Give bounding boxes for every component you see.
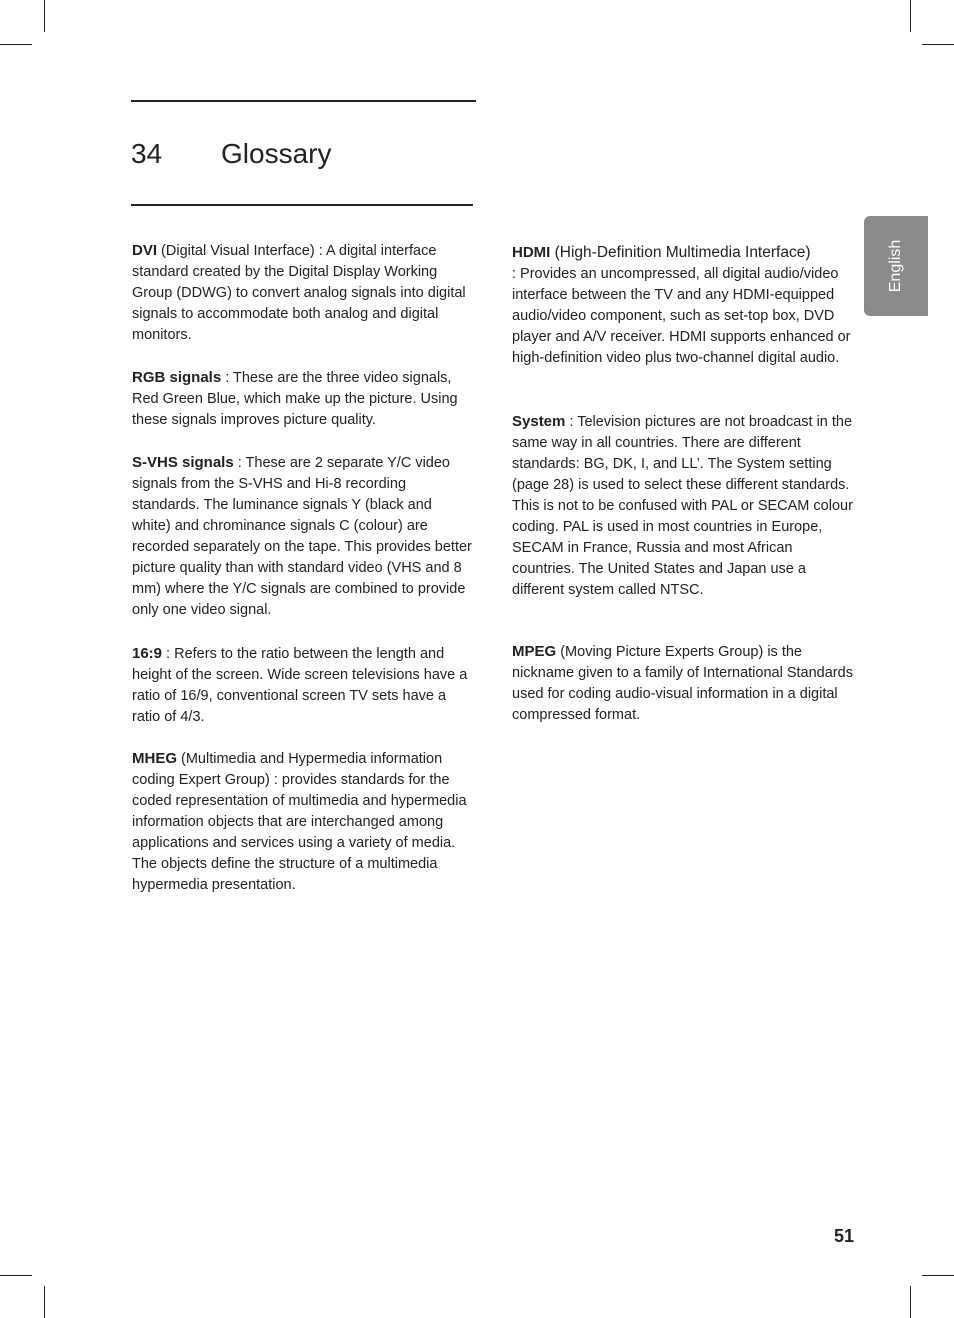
glossary-definition: : Provides an uncompressed, all digital audio/video interface between the TV and any HDMI-equipped audio/video component, such as set-top box, DVD player and A/V receiver. HDMI supports enhanced or high-definition video plus two-channel digital audio. <box>512 266 851 366</box>
header-rule-bottom <box>131 204 473 206</box>
glossary-term: HDMI <box>512 244 551 261</box>
chapter-heading <box>131 138 331 170</box>
chapter-title: Glossary <box>221 138 332 169</box>
glossary-column-right <box>512 242 854 726</box>
header-rule-top <box>131 100 476 102</box>
glossary-column-left <box>132 240 474 896</box>
glossary-entry-16-9 <box>132 643 474 728</box>
crop-mark <box>44 0 45 32</box>
glossary-definition: : These are 2 separate Y/C video signals from the S-VHS and Hi-8 recording standards. The luminance signals Y (black and white) and chrominance signals C (colour) are recorded separately on the tape. This provides better picture quality than with standard video (VHS and 8 mm) where the Y/C signals are combined to provide only one video signal. <box>132 455 472 618</box>
glossary-term: RGB signals <box>132 369 222 386</box>
crop-mark <box>44 1286 45 1318</box>
crop-mark <box>910 1286 911 1318</box>
glossary-entry-mheg <box>132 748 474 896</box>
chapter-number: 34 <box>131 138 163 169</box>
language-tab-label: English <box>887 239 904 293</box>
glossary-subtitle: (High-Definition Multimedia Interface) <box>550 244 811 261</box>
glossary-definition: (Digital Visual Interface) : A digital interface standard created by the Digital Display Working Group (DDWG) to convert analog signals into digital signals to accommodate both analog and digital monitors. <box>132 243 466 343</box>
crop-mark <box>0 44 32 45</box>
glossary-definition: : These are the three video signals, Red Green Blue, which make up the picture. Using these signals improves picture quality. <box>132 370 458 428</box>
glossary-term: MPEG <box>512 643 557 660</box>
crop-mark <box>922 1275 954 1276</box>
glossary-entry-rgb <box>132 367 474 431</box>
crop-mark <box>0 1275 32 1276</box>
glossary-entry-system <box>512 411 854 601</box>
crop-mark <box>922 44 954 45</box>
glossary-definition: : Television pictures are not broadcast in the same way in all countries. There are different standards: BG, DK, I, and LL’. The System setting (page 28) is used to select these different standards. This is not to be confused with PAL or SECAM colour coding. PAL is used in most countries in Europe, SECAM in France, Russia and most African countries. The United States and Japan use a different system called NTSC. <box>512 414 853 598</box>
glossary-entry-mpeg <box>512 641 854 726</box>
glossary-definition: (Moving Picture Experts Group) is the nickname given to a family of International Standards used for coding audio-visual information in a digital compressed format. <box>512 644 853 723</box>
glossary-term: MHEG <box>132 750 177 767</box>
glossary-term: 16:9 <box>132 645 163 662</box>
glossary-term: S-VHS signals <box>132 454 234 471</box>
glossary-definition: (Multimedia and Hypermedia information coding Expert Group) : provides standards for the coded representation of multimedia and hypermedia information objects that are interchanged among applications and services using a variety of media. The objects define the structure of a multimedia hypermedia presentation. <box>132 751 467 893</box>
glossary-entry-hdmi <box>512 242 854 369</box>
glossary-term: System <box>512 413 566 430</box>
glossary-entry-svhs <box>132 452 474 621</box>
glossary-entry-dvi <box>132 240 474 346</box>
page-number: 51 <box>833 1226 854 1246</box>
glossary-definition: : Refers to the ratio between the length and height of the screen. Wide screen televisions have a ratio of 16/9, conventional screen TV sets have a ratio of 4/3. <box>132 646 468 725</box>
crop-mark <box>910 0 911 32</box>
glossary-term: DVI <box>132 242 158 259</box>
language-tab <box>864 216 928 316</box>
